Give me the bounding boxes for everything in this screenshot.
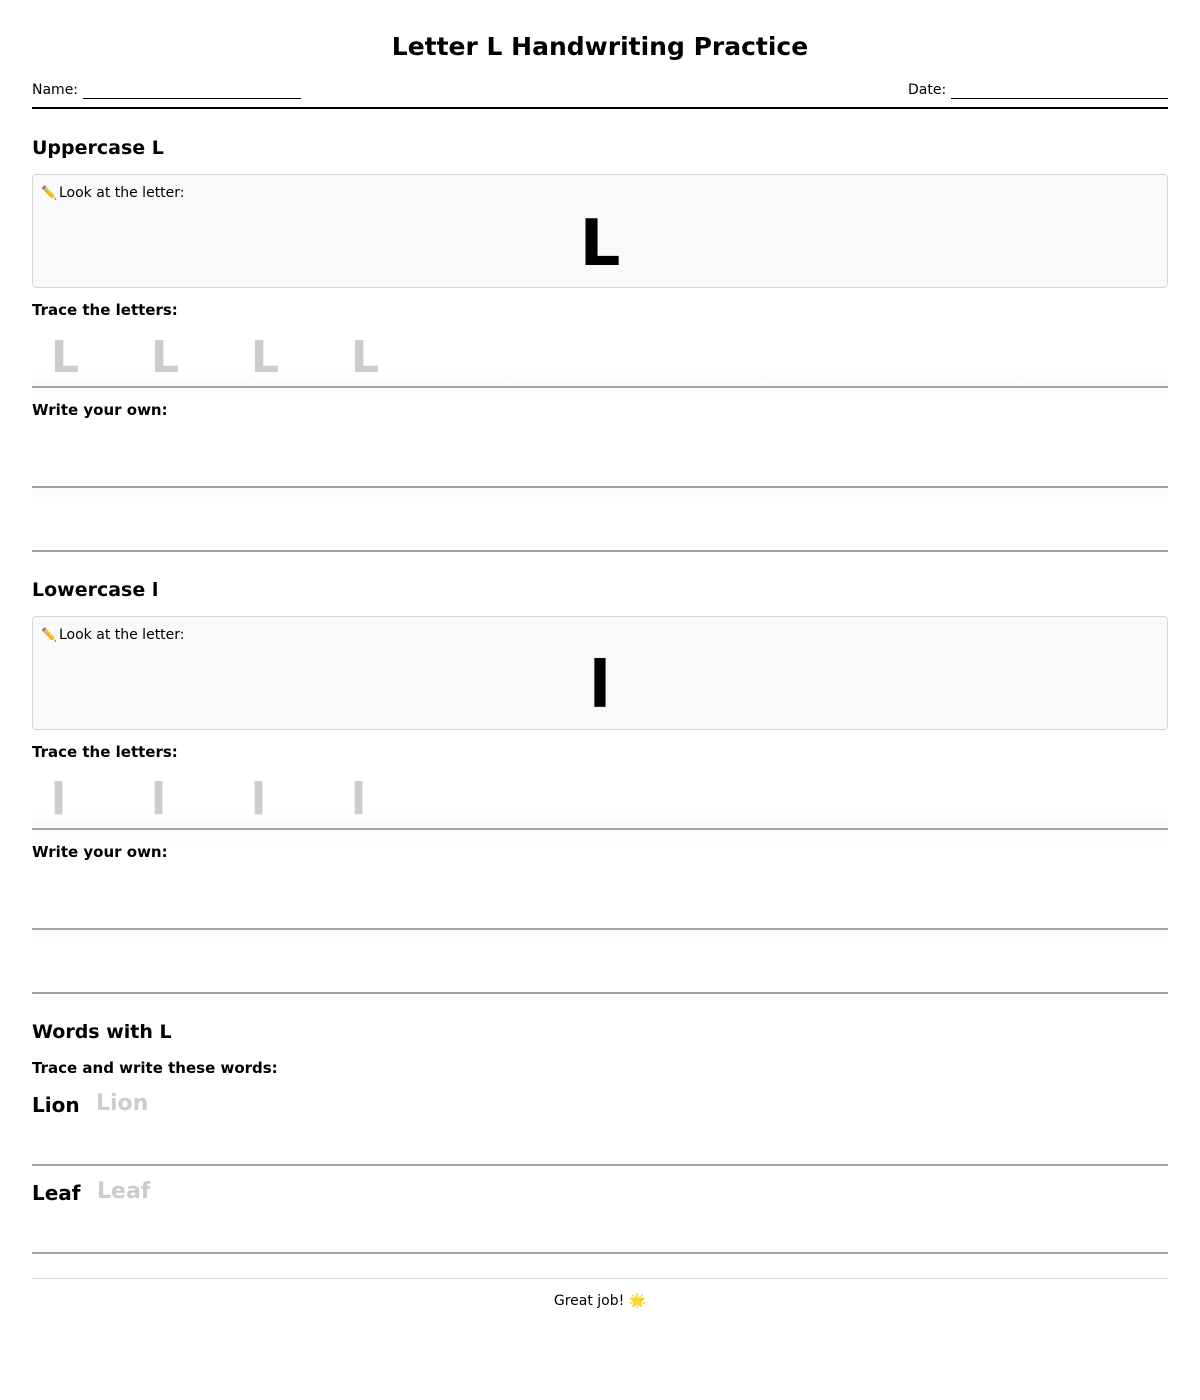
footer-divider: [32, 1278, 1168, 1279]
lowercase-write-label: Write your own:: [32, 843, 168, 861]
footer-message: Great job! 🌟: [553, 1293, 647, 1309]
word-model: Leaf: [32, 1181, 81, 1205]
pencil-icon: ✏️: [41, 186, 58, 201]
lowercase-model-box: [32, 616, 1168, 730]
uppercase-model-letter: L: [579, 207, 621, 281]
lowercase-model-letter: l: [589, 649, 611, 723]
word-trace: Lion: [96, 1091, 149, 1116]
trace-letter: L: [251, 332, 280, 383]
trace-letter: L: [51, 332, 80, 383]
pencil-icon: ✏️: [41, 628, 58, 643]
word-trace: Leaf: [97, 1179, 151, 1204]
name-blank-line[interactable]: [83, 83, 301, 99]
word-write-line[interactable]: [32, 1252, 1168, 1254]
words-heading: Words with L: [32, 1021, 172, 1043]
lowercase-heading: Lowercase l: [32, 579, 159, 601]
trace-letter: L: [151, 332, 180, 383]
trace-letter: l: [251, 774, 267, 825]
header-divider: [32, 107, 1168, 109]
uppercase-write-label: Write your own:: [32, 401, 168, 419]
trace-letter: L: [351, 332, 380, 383]
uppercase-model-box: [32, 174, 1168, 288]
date-field[interactable]: [908, 81, 1168, 99]
uppercase-trace-row[interactable]: [32, 326, 1168, 386]
page-title: Letter L Handwriting Practice: [391, 32, 809, 61]
word-model: Lion: [32, 1093, 80, 1117]
lowercase-trace-label: Trace the letters:: [32, 743, 178, 761]
lowercase-trace-row[interactable]: [32, 768, 1168, 828]
words-instruction: Trace and write these words:: [32, 1059, 278, 1077]
date-blank-line[interactable]: [951, 83, 1168, 99]
lowercase-write-line[interactable]: [32, 992, 1168, 994]
uppercase-heading: Uppercase L: [32, 137, 164, 159]
name-label: Name:: [32, 82, 79, 98]
trace-letter: l: [151, 774, 167, 825]
date-label: Date:: [908, 82, 947, 98]
uppercase-write-line[interactable]: [32, 550, 1168, 552]
uppercase-look-label: ✏️ Look at the letter:: [41, 185, 185, 201]
trace-letter: l: [51, 774, 67, 825]
uppercase-trace-label: Trace the letters:: [32, 301, 178, 319]
word-write-line[interactable]: [32, 1164, 1168, 1166]
trace-letter: l: [351, 774, 367, 825]
name-field[interactable]: [32, 81, 301, 99]
lowercase-look-label: ✏️ Look at the letter:: [41, 627, 185, 643]
